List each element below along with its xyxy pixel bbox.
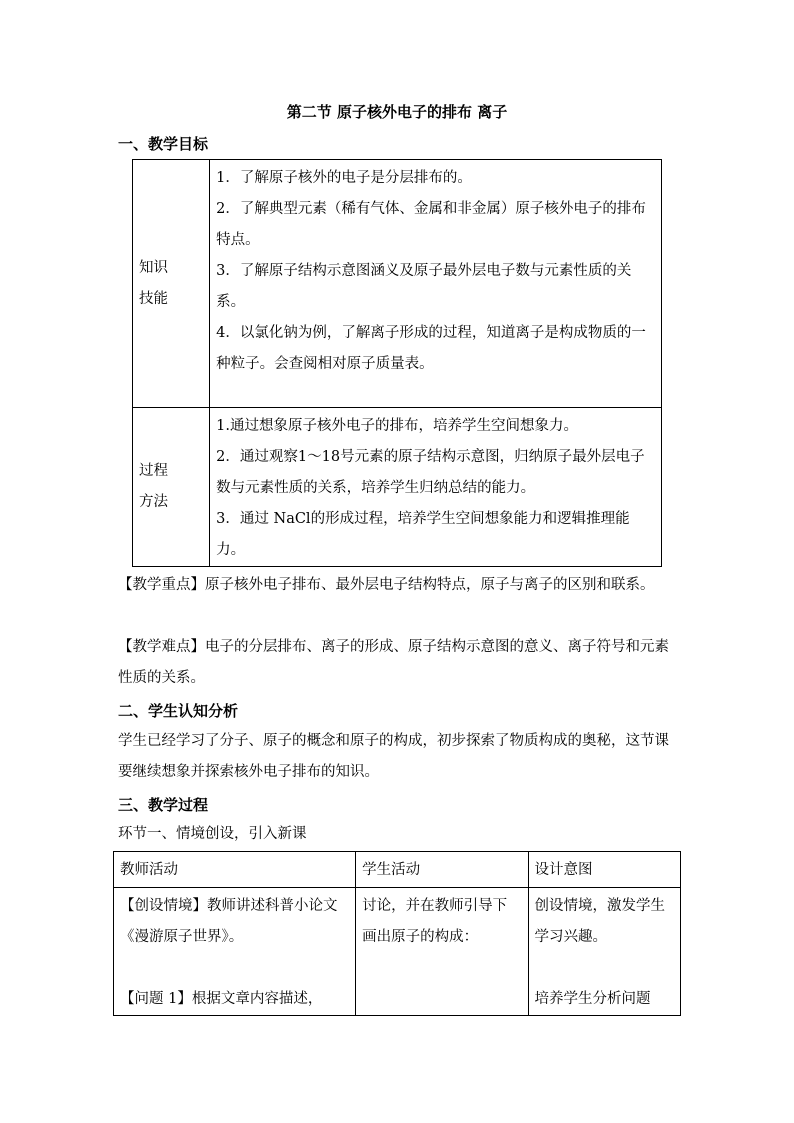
section-heading-objectives: 一、教学目标 — [118, 135, 209, 153]
objective-label: 方法 — [139, 494, 168, 510]
objective-item: 2．了解典型元素（稀有气体、金属和非金属）原子核外电子的排布特点。 — [216, 201, 646, 248]
objective-row-process — [133, 408, 662, 567]
objective-item: 3．通过 NaCl的形成过程，培养学生空间想象能力和逻辑推理能力。 — [216, 511, 630, 558]
objective-label: 过程 — [139, 463, 168, 479]
cognitive-analysis-text: 学生已经学习了分子、原子的概念和原子的构成，初步探索了物质构成的奥秘，这节课要继续想象并探索核外电子排布的知识。 — [118, 733, 669, 780]
section-heading-process: 三、教学过程 — [118, 796, 209, 814]
design-intent: 创设情境，激发学生学习兴趣。 — [534, 898, 665, 945]
objective-item: 1．了解原子核外的电子是分层排布的。 — [216, 170, 472, 186]
objective-row-knowledge — [133, 160, 662, 408]
header-student: 学生活动 — [356, 852, 528, 888]
objectives-table — [132, 159, 662, 567]
key-point-text: 【教学重点】原子核外电子排布、最外层电子结构特点，原子与离子的区别和联系。 — [118, 577, 655, 593]
design-intent: 培养学生分析问题 — [534, 991, 651, 1007]
header-teacher: 教师活动 — [114, 852, 356, 888]
section-heading-cognitive: 二、学生认知分析 — [118, 702, 239, 720]
process-table-header — [114, 852, 681, 888]
teacher-activity: 【问题 1】根据文章内容描述， — [120, 991, 323, 1007]
student-activity: 讨论，并在教师引导下画出原子的构成： — [362, 898, 508, 945]
objective-item: 1.通过想象原子核外电子的排布，培养学生空间想象力。 — [216, 418, 579, 434]
teacher-activity: 【创设情境】教师讲述科普小论文《漫游原子世界》。 — [120, 898, 338, 945]
objective-label: 知识 — [139, 259, 168, 276]
document-title: 第二节 原子核外电子的排布 离子 — [286, 103, 508, 121]
objective-item: 2．通过观察1～18号元素的原子结构示意图，归纳原子最外层电子数与元素性质的关系，培养学生归纳总结的能力。 — [216, 449, 645, 496]
process-table — [113, 851, 681, 1016]
difficult-point-text: 【教学难点】电子的分层排布、离子的形成、原子结构示意图的意义、离子符号和元素性质的关系。 — [118, 639, 669, 686]
process-table-row — [114, 888, 681, 1016]
stage-title: 环节一、情境创设，引入新课 — [118, 826, 307, 842]
objective-item: 3．了解原子结构示意图涵义及原子最外层电子数与元素性质的关系。 — [216, 263, 632, 310]
objective-item: 4．以氯化钠为例，了解离子形成的过程，知道离子是构成物质的一种粒子。会查阅相对原子质量表。 — [216, 325, 646, 372]
objective-label: 技能 — [139, 290, 168, 307]
header-design: 设计意图 — [528, 852, 681, 888]
